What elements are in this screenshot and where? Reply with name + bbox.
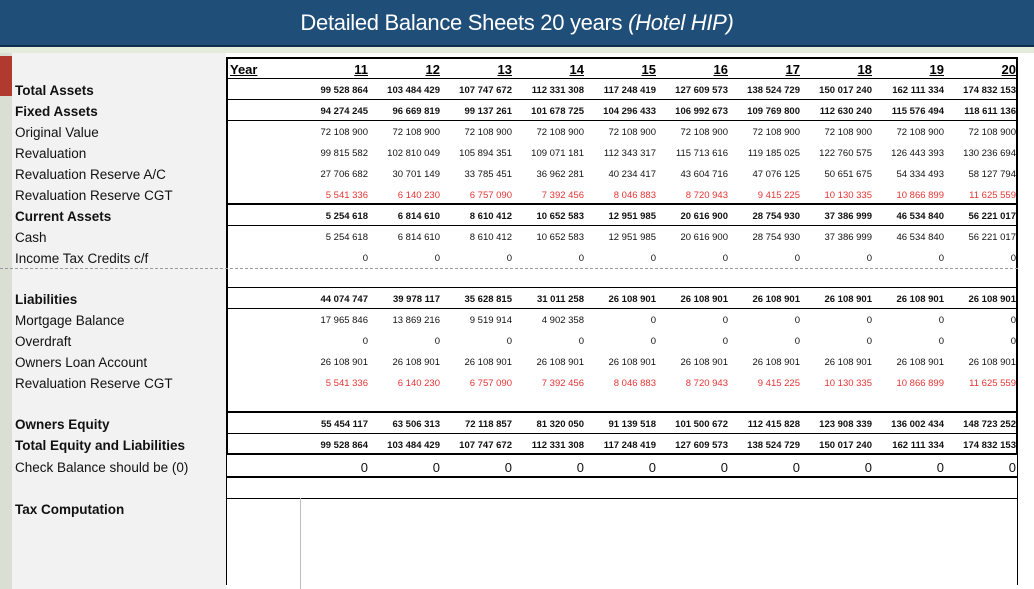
cell-original-value-18: 72 108 900 [824,127,872,138]
row-label-reval-reserve-ac: Revaluation Reserve A/C [15,167,166,182]
cell-current-assets-19: 46 534 840 [896,211,944,222]
cell-total-equity-liab-19: 162 111 334 [892,440,944,451]
cell-reval-reserve-cgt-11: 5 541 336 [325,190,368,201]
cell-owners-equity-13: 72 118 857 [464,419,512,430]
cell-total-equity-liab-11: 99 528 864 [320,440,368,451]
cell-current-assets-18: 37 386 999 [824,211,872,222]
cell-fixed-assets-20: 118 611 136 [964,106,1016,117]
cell-overdraft-13: 0 [506,336,512,347]
cell-reval-reserve-ac-13: 33 785 451 [464,169,512,180]
grid-line [228,99,1016,100]
cell-owners-loan-11: 26 108 901 [320,357,368,368]
cell-overdraft-16: 0 [722,336,728,347]
check-box [226,455,1018,477]
cell-total-equity-liab-16: 127 609 573 [675,440,728,451]
cell-check-balance-12: 0 [432,460,440,475]
cell-total-assets-16: 127 609 573 [675,85,728,96]
cell-cash-16: 20 616 900 [680,232,728,243]
cell-income-tax-credits-13: 0 [506,253,512,264]
cell-original-value-15: 72 108 900 [608,127,656,138]
cell-revaluation-19: 126 443 393 [891,148,944,159]
cell-liab-reval-reserve-cgt-16: 8 720 943 [685,378,728,389]
year-header-12: 12 [425,62,440,77]
cell-owners-loan-13: 26 108 901 [464,357,512,368]
cell-fixed-assets-12: 96 669 819 [392,106,440,117]
cell-total-assets-14: 112 331 308 [531,85,584,96]
cell-revaluation-14: 109 071 181 [531,148,584,159]
year-header-13: 13 [497,62,512,77]
cell-fixed-assets-18: 112 630 240 [819,106,872,117]
cell-owners-equity-15: 91 139 518 [608,419,656,430]
cell-fixed-assets-19: 115 576 494 [891,106,944,117]
cell-reval-reserve-ac-14: 36 962 281 [536,169,584,180]
cell-reval-reserve-cgt-19: 10 866 899 [896,190,944,201]
cell-original-value-20: 72 108 900 [968,127,1016,138]
year-header-18: 18 [857,62,872,77]
cell-check-balance-18: 0 [864,460,872,475]
cell-overdraft-14: 0 [578,336,584,347]
grid-line [228,120,1016,121]
cell-owners-equity-14: 81 320 050 [536,419,584,430]
cell-check-balance-15: 0 [648,460,656,475]
cell-total-equity-liab-13: 107 747 672 [459,440,512,451]
cell-mortgage-balance-14: 4 902 358 [541,315,584,326]
cell-total-assets-15: 117 248 419 [603,85,656,96]
cell-revaluation-18: 122 760 575 [819,148,872,159]
cell-cash-17: 28 754 930 [752,232,800,243]
cell-owners-loan-18: 26 108 901 [824,357,872,368]
cell-reval-reserve-cgt-15: 8 046 883 [613,190,656,201]
cell-income-tax-credits-12: 0 [434,253,440,264]
cell-liabilities-11: 44 074 747 [320,294,368,305]
cell-total-assets-17: 138 524 729 [747,85,800,96]
cell-original-value-16: 72 108 900 [680,127,728,138]
cell-overdraft-19: 0 [938,336,944,347]
row-label-total-equity-liab: Total Equity and Liabilities [15,438,186,453]
cell-owners-equity-12: 63 506 313 [392,419,440,430]
cell-current-assets-20: 56 221 017 [968,211,1016,222]
cell-cash-15: 12 951 985 [608,232,656,243]
cell-cash-13: 8 610 412 [469,232,512,243]
cell-overdraft-17: 0 [794,336,800,347]
cell-current-assets-16: 20 616 900 [680,211,728,222]
cell-liabilities-19: 26 108 901 [896,294,944,305]
cell-owners-loan-12: 26 108 901 [392,357,440,368]
cell-revaluation-11: 99 815 582 [320,148,368,159]
year-header-17: 17 [785,62,800,77]
cell-cash-12: 6 814 610 [397,232,440,243]
cell-overdraft-18: 0 [866,336,872,347]
cell-owners-loan-19: 26 108 901 [896,357,944,368]
left-accent [0,56,12,96]
grid-line [228,225,1016,226]
cell-original-value-13: 72 108 900 [464,127,512,138]
row-label-tax-computation: Tax Computation [15,502,125,517]
cell-fixed-assets-13: 99 137 261 [464,106,512,117]
cell-total-equity-liab-14: 112 331 308 [531,440,584,451]
cell-total-equity-liab-17: 138 524 729 [747,440,800,451]
cell-total-equity-liab-18: 150 017 240 [819,440,872,451]
cell-current-assets-15: 12 951 985 [608,211,656,222]
cell-reval-reserve-ac-19: 54 334 493 [896,169,944,180]
cell-total-assets-18: 150 017 240 [819,85,872,96]
cell-owners-equity-18: 123 908 339 [819,419,872,430]
row-label-owners-equity: Owners Equity [15,417,110,432]
row-label-liabilities: Liabilities [15,292,78,307]
cell-reval-reserve-ac-12: 30 701 149 [392,169,440,180]
row-label-mortgage-balance: Mortgage Balance [15,313,125,328]
cell-liabilities-13: 35 628 815 [464,294,512,305]
equity-box [226,411,1018,455]
cell-liab-reval-reserve-cgt-14: 7 392 456 [541,378,584,389]
cell-overdraft-15: 0 [650,336,656,347]
grid-line [228,287,1016,288]
cell-income-tax-credits-18: 0 [866,253,872,264]
cell-mortgage-balance-15: 0 [650,315,656,326]
cell-income-tax-credits-15: 0 [650,253,656,264]
row-label-fixed-assets: Fixed Assets [15,104,98,119]
cell-original-value-12: 72 108 900 [392,127,440,138]
cell-income-tax-credits-16: 0 [722,253,728,264]
cell-check-balance-11: 0 [360,460,368,475]
cell-liab-reval-reserve-cgt-15: 8 046 883 [613,378,656,389]
cell-total-assets-20: 174 832 153 [963,85,1016,96]
cell-owners-loan-17: 26 108 901 [752,357,800,368]
row-label-reval-reserve-cgt: Revaluation Reserve CGT [15,188,173,203]
cell-mortgage-balance-17: 0 [794,315,800,326]
cell-reval-reserve-ac-16: 43 604 716 [680,169,728,180]
cell-fixed-assets-17: 109 769 800 [747,106,800,117]
cell-check-balance-16: 0 [720,460,728,475]
cell-liabilities-12: 39 978 117 [392,294,440,305]
cell-liab-reval-reserve-cgt-13: 6 757 090 [469,378,512,389]
cell-revaluation-15: 112 343 317 [603,148,656,159]
cell-overdraft-12: 0 [434,336,440,347]
page-title [0,0,1034,45]
cell-owners-loan-14: 26 108 901 [536,357,584,368]
year-header-11: 11 [354,62,368,77]
cell-liab-reval-reserve-cgt-11: 5 541 336 [325,378,368,389]
cell-total-assets-11: 99 528 864 [320,85,368,96]
cell-reval-reserve-cgt-16: 8 720 943 [685,190,728,201]
cell-reval-reserve-ac-20: 58 127 794 [968,169,1016,180]
row-label-current-assets: Current Assets [15,209,112,224]
section-divider [0,268,1018,269]
grid-line [228,308,1016,309]
cell-mortgage-balance-19: 0 [938,315,944,326]
row-label-original-value: Original Value [15,125,99,140]
cell-cash-20: 56 221 017 [968,232,1016,243]
cell-current-assets-14: 10 652 583 [536,211,584,222]
cell-liab-reval-reserve-cgt-18: 10 130 335 [824,378,872,389]
cell-owners-equity-17: 112 415 828 [747,419,800,430]
year-header-19: 19 [929,62,944,77]
cell-cash-18: 37 386 999 [824,232,872,243]
cell-liabilities-20: 26 108 901 [968,294,1016,305]
cell-liabilities-15: 26 108 901 [608,294,656,305]
cell-liab-reval-reserve-cgt-12: 6 140 230 [397,378,440,389]
cell-liab-reval-reserve-cgt-20: 11 625 559 [969,378,1016,389]
year-header-20: 20 [1001,62,1016,77]
year-header-16: 16 [713,62,728,77]
cell-total-assets-13: 107 747 672 [459,85,512,96]
title-main: Detailed Balance Sheets 20 years [300,10,629,35]
row-label-cash: Cash [15,230,47,245]
cell-mortgage-balance-13: 9 519 914 [469,315,512,326]
cell-liabilities-16: 26 108 901 [680,294,728,305]
cell-liabilities-14: 31 011 258 [536,294,584,305]
cell-revaluation-13: 105 894 351 [459,148,512,159]
cell-mortgage-balance-11: 17 965 846 [320,315,368,326]
cell-overdraft-20: 0 [1010,336,1016,347]
cell-original-value-17: 72 108 900 [752,127,800,138]
cell-check-balance-20: 0 [1008,460,1016,475]
tax-label-separator [300,498,301,589]
cell-reval-reserve-cgt-13: 6 757 090 [469,190,512,201]
cell-reval-reserve-cgt-14: 7 392 456 [541,190,584,201]
cell-cash-19: 46 534 840 [896,232,944,243]
cell-revaluation-12: 102 810 049 [387,148,440,159]
cell-reval-reserve-ac-18: 50 651 675 [824,169,872,180]
cell-check-balance-13: 0 [504,460,512,475]
cell-total-equity-liab-15: 117 248 419 [603,440,656,451]
cell-income-tax-credits-14: 0 [578,253,584,264]
cell-fixed-assets-16: 106 992 673 [675,106,728,117]
title-italic: (Hotel HIP) [628,10,734,35]
cell-owners-equity-19: 136 002 434 [891,419,944,430]
year-header-label: Year [230,62,258,77]
tax-box [226,477,1018,585]
cell-owners-loan-20: 26 108 901 [968,357,1016,368]
cell-income-tax-credits-17: 0 [794,253,800,264]
row-label-revaluation: Revaluation [15,146,87,161]
cell-income-tax-credits-19: 0 [938,253,944,264]
cell-revaluation-17: 119 185 025 [747,148,800,159]
cell-owners-loan-16: 26 108 901 [680,357,728,368]
cell-original-value-11: 72 108 900 [320,127,368,138]
cell-owners-equity-20: 148 723 252 [963,419,1016,430]
row-label-overdraft: Overdraft [15,334,72,349]
cell-original-value-14: 72 108 900 [536,127,584,138]
cell-fixed-assets-14: 101 678 725 [531,106,584,117]
cell-reval-reserve-cgt-18: 10 130 335 [824,190,872,201]
cell-liab-reval-reserve-cgt-19: 10 866 899 [896,378,944,389]
cell-reval-reserve-cgt-20: 11 625 559 [969,190,1016,201]
cell-check-balance-19: 0 [936,460,944,475]
cell-mortgage-balance-12: 13 869 216 [392,315,440,326]
cell-reval-reserve-cgt-17: 9 415 225 [757,190,800,201]
cell-owners-equity-11: 55 454 117 [320,419,368,430]
cell-original-value-19: 72 108 900 [896,127,944,138]
cell-mortgage-balance-20: 0 [1010,315,1016,326]
cell-total-equity-liab-20: 174 832 153 [963,440,1016,451]
cell-cash-14: 10 652 583 [536,232,584,243]
cell-total-equity-liab-12: 103 484 429 [387,440,440,451]
cell-fixed-assets-11: 94 274 245 [320,106,368,117]
cell-current-assets-13: 8 610 412 [469,211,512,222]
cell-owners-loan-15: 26 108 901 [608,357,656,368]
cell-owners-equity-16: 101 500 672 [675,419,728,430]
cell-reval-reserve-ac-17: 47 076 125 [752,169,800,180]
row-label-liab-reval-reserve-cgt: Revaluation Reserve CGT [15,376,173,391]
cell-revaluation-16: 115 713 616 [675,148,728,159]
row-label-owners-loan: Owners Loan Account [15,355,148,370]
cell-income-tax-credits-20: 0 [1010,253,1016,264]
cell-mortgage-balance-16: 0 [722,315,728,326]
cell-current-assets-12: 6 814 610 [397,211,440,222]
cell-mortgage-balance-18: 0 [866,315,872,326]
cell-current-assets-17: 28 754 930 [752,211,800,222]
cell-check-balance-14: 0 [576,460,584,475]
row-label-total-assets: Total Assets [15,83,94,98]
year-header-15: 15 [641,62,656,77]
cell-total-assets-19: 162 111 334 [892,85,944,96]
cell-current-assets-11: 5 254 618 [325,211,368,222]
cell-income-tax-credits-11: 0 [362,253,368,264]
cell-liabilities-17: 26 108 901 [752,294,800,305]
left-margin [0,53,12,589]
cell-revaluation-20: 130 236 694 [963,148,1016,159]
cell-reval-reserve-ac-11: 27 706 682 [320,169,368,180]
row-label-income-tax-credits: Income Tax Credits c/f [15,251,149,266]
cell-overdraft-11: 0 [362,336,368,347]
grid-line [228,203,1016,205]
year-header-14: 14 [569,62,584,77]
cell-total-assets-12: 103 484 429 [387,85,440,96]
cell-reval-reserve-cgt-12: 6 140 230 [397,190,440,201]
grid-line [228,78,1016,79]
cell-liab-reval-reserve-cgt-17: 9 415 225 [757,378,800,389]
tax-separator [226,498,1018,499]
cell-liabilities-18: 26 108 901 [824,294,872,305]
cell-reval-reserve-ac-15: 40 234 417 [608,169,656,180]
cell-cash-11: 5 254 618 [325,232,368,243]
cell-check-balance-17: 0 [792,460,800,475]
row-label-check-balance: Check Balance should be (0) [15,460,189,475]
cell-fixed-assets-15: 104 296 433 [603,106,656,117]
